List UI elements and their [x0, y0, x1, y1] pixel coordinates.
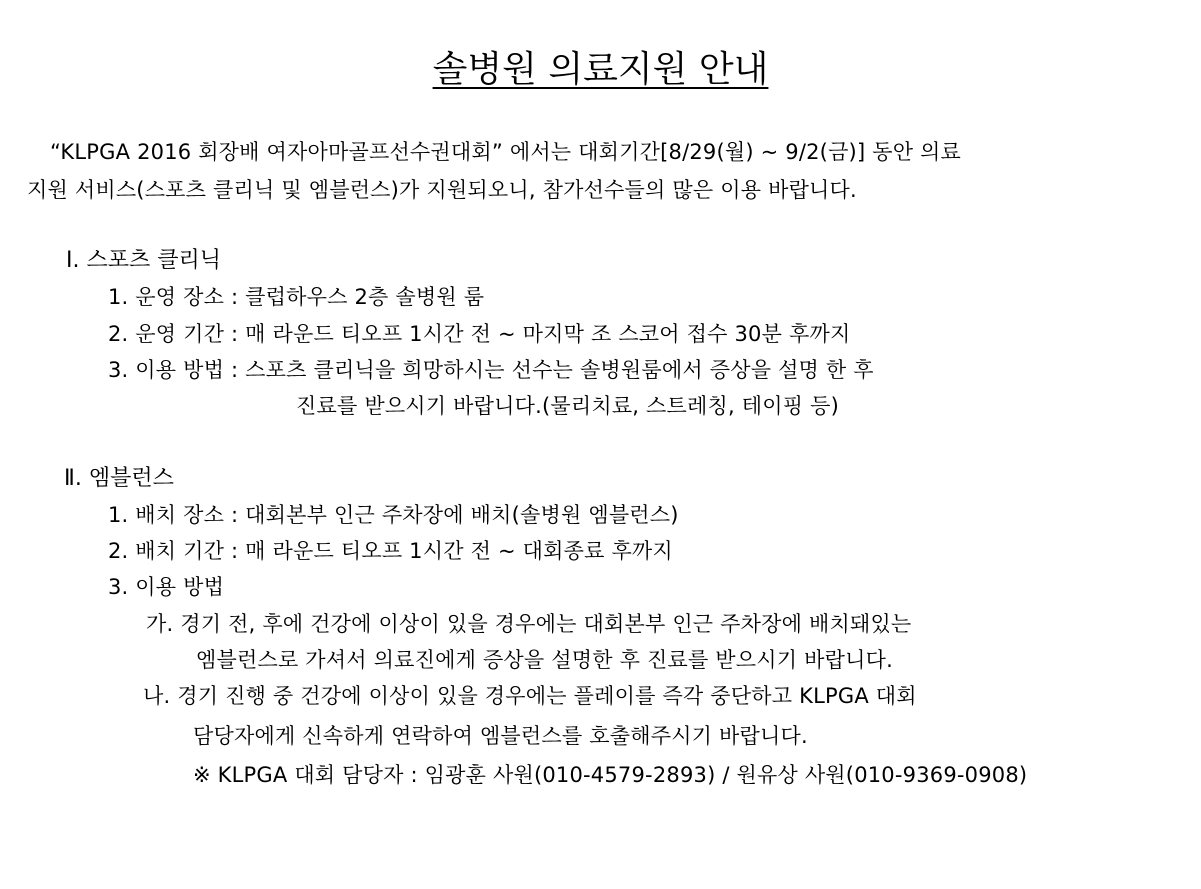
- section-1-heading: Ⅰ. 스포츠 클리닉: [66, 248, 221, 273]
- section-2-item-1: 1. 배치 장소 : 대회본부 인근 주차장에 배치(솔병원 엠블런스): [108, 503, 679, 527]
- intro-line-2: 지원 서비스(스포츠 클리닉 및 엠블런스)가 지원되오니, 참가선수들의 많은 이용 바랍니다.: [27, 178, 857, 202]
- section-2-item-3: 3. 이용 방법: [108, 575, 225, 599]
- section-2-sub-ga-line-2: 엠블런스로 가셔서 의료진에게 증상을 설명한 후 진료를 받으시기 바랍니다.: [196, 648, 893, 672]
- section-1-item-1: 1. 운영 장소 : 클럽하우스 2층 솔병원 룸: [108, 285, 485, 309]
- section-1-item-3-line-1: 3. 이용 방법 : 스포츠 클리닉을 희망하시는 선수는 솔병원룸에서 증상을 설명 한 후: [108, 358, 874, 382]
- document-title-text: 솔병원 의료지원 안내: [432, 49, 769, 90]
- intro-line-1: “KLPGA 2016 회장배 여자아마골프선수권대회” 에서는 대회기간[8/29(월) ~ 9/2(금)] 동안 의료: [50, 140, 962, 164]
- section-2-heading: Ⅱ. 엠블런스: [64, 466, 174, 491]
- section-2-sub-na-line-1: 나. 경기 진행 중 건강에 이상이 있을 경우에는 플레이를 즉각 중단하고 KLPGA 대회: [143, 684, 917, 708]
- section-1-item-2: 2. 운영 기간 : 매 라운드 티오프 1시간 전 ~ 마지막 조 스코어 접수 30분 후까지: [108, 322, 851, 346]
- document-title: [0, 46, 1201, 94]
- section-1-item-3-line-2: 진료를 받으시기 바랍니다.(물리치료, 스트레칭, 테이핑 등): [296, 394, 839, 418]
- section-2-item-2: 2. 배치 기간 : 매 라운드 티오프 1시간 전 ~ 대회종료 후까지: [108, 539, 673, 563]
- section-2-sub-ga-line-1: 가. 경기 전, 후에 건강에 이상이 있을 경우에는 대회본부 인근 주차장에 배치돼있는: [146, 612, 912, 636]
- contact-note: ※ KLPGA 대회 담당자 : 임광훈 사원(010-4579-2893) / 원유상 사원(010-9369-0908): [193, 763, 1028, 787]
- section-2-sub-na-line-2: 담당자에게 신속하게 연락하여 엠블런스를 호출해주시기 바랍니다.: [193, 724, 808, 748]
